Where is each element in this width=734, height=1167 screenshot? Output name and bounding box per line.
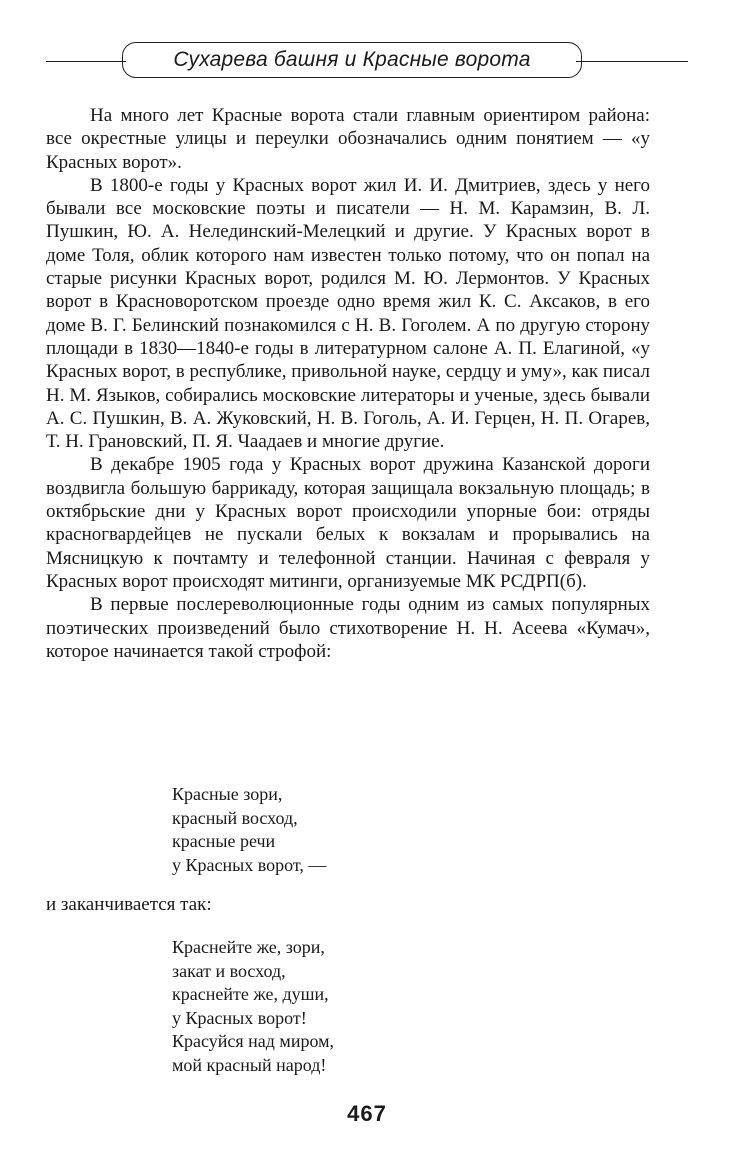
connector-text: и заканчивается так: [46, 894, 212, 915]
poem-line: красные речи [172, 831, 276, 851]
chapter-title: Сухарева башня и Красные ворота [122, 42, 582, 78]
paragraph: На много лет Красные ворота стали главным ориентиром района: все окрестные улицы и переулки обозначались одним понятием — «у Красных ворот». [46, 105, 650, 173]
running-header [46, 40, 688, 80]
header-rule-right [576, 61, 688, 62]
page-number: 467 [347, 1101, 387, 1126]
poem-opening-stanza [172, 783, 326, 877]
poem-line: у Красных ворот! [172, 1007, 307, 1028]
poem-closing-stanza [172, 936, 334, 1077]
main-text [46, 104, 650, 663]
paragraph: В декабре 1905 года у Красных ворот дружина Казанской дороги воздвигла большую баррикаду, которая защищала вокзальную площадь; в октябрьские дни у Красных ворот происходили упорные бои: отряды красногвардейцев не пускали белых к вокзалам и прорывались на Мясницкую к почтамту и телефонной станции. Начиная с февраля у Красных ворот происходят митинги, организуемые МК РСДРП(б). [46, 454, 650, 592]
header-rule-left [46, 61, 126, 62]
paragraph: В первые послереволюционные годы одним из самых популярных поэтических произведений было стихотворение Н. Н. Асеева «Кумач», которое начинается такой строфой: [46, 594, 650, 662]
poem-line: мой красный народ! [172, 1054, 327, 1075]
poem-line: Красуйся над миром, [172, 1031, 334, 1051]
paragraph: В 1800-е годы у Красных ворот жил И. И. Дмитриев, здесь у него бывали все московские поэты и писатели — Н. М. Карамзин, В. Л. Пушкин, Ю. А. Нелединский-Мелецкий и другие. У Красных ворот в доме Толя, облик которого нам известен только потому, что он попал на старые рисунки Красных ворот, родился М. Ю. Лермонтов. У Красных ворот в Красноворотском проезде одно время жил К. С. Аксаков, в его доме В. Г. Белинский познакомился с Н. В. Гоголем. А по другую сторону площади в 1830—1840-е годы в литературном салоне А. П. Елагиной, «у Красных ворот, в республике, привольной науке, сердцу и уму», как писал Н. М. Языков, собирались московские литераторы и ученые, здесь бывали А. С. Пушкин, В. А. Жуковский, Н. В. Гоголь, А. И. Герцен, Н. П. Огарев, Т. Н. Грановский, П. Я. Чаадаев и многие другие. [46, 174, 650, 453]
poem-line: у Красных ворот, — [172, 854, 327, 875]
poem-line: красный восход, [172, 807, 298, 828]
poem-line: краснейте же, души, [172, 984, 329, 1004]
poem-line: закат и восход, [172, 960, 286, 981]
poem-line: Краснейте же, зори, [172, 937, 325, 957]
poem-line: Красные зори, [172, 784, 283, 804]
